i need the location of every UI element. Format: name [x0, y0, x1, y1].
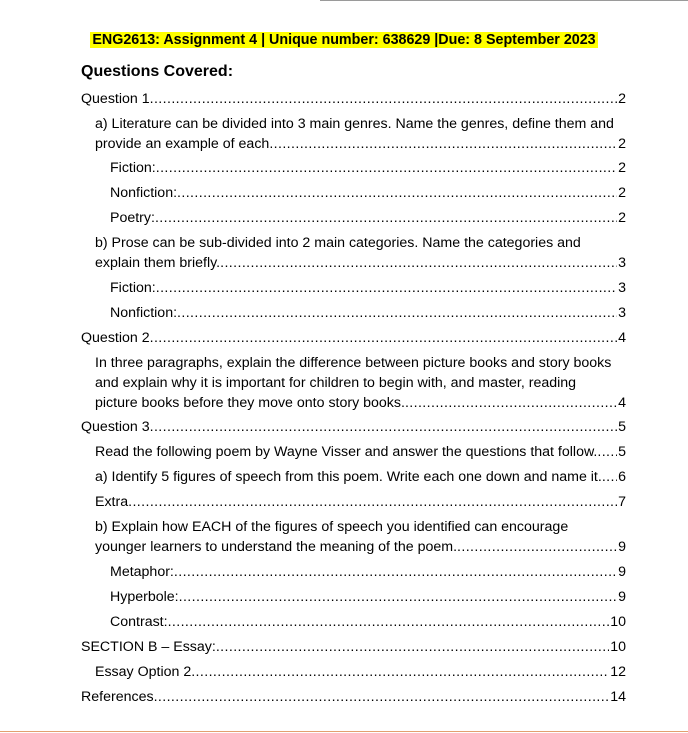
- leader-dots: [405, 393, 617, 413]
- toc-entry-metaphor[interactable]: Metaphor: ..... 9: [110, 562, 626, 582]
- toc-entry-prose-nonfiction[interactable]: Nonfiction: ..... 3: [110, 303, 626, 323]
- page-number: 9: [618, 589, 626, 605]
- toc-entry-fiction[interactable]: Fiction: ..... 2: [110, 158, 626, 178]
- page-number: 2: [618, 160, 626, 176]
- leader-dots: [174, 562, 617, 582]
- toc-entry-nonfiction[interactable]: Nonfiction: ..... 2: [110, 183, 626, 203]
- leader-dots: [216, 637, 609, 657]
- toc-entry-essay-option-2[interactable]: Essay Option 2 ..... 12: [95, 662, 626, 682]
- page-number: 2: [618, 185, 626, 201]
- leader-dots: [597, 442, 617, 462]
- page-number: 12: [610, 664, 626, 680]
- page-number: 9: [618, 564, 626, 580]
- leader-dots: [220, 253, 617, 273]
- leader-dots: [602, 467, 617, 487]
- toc-entry-question-3a[interactable]: a) Identify 5 figures of speech from this poem. Write each one down and name it. ..... 6: [95, 467, 626, 487]
- leader-dots: [154, 687, 610, 707]
- toc-entry-extra[interactable]: Extra ..... 7: [95, 492, 626, 512]
- page-number: 3: [618, 305, 626, 321]
- toc-entry-references[interactable]: References ..... 14: [81, 687, 626, 707]
- leader-dots: [156, 158, 617, 178]
- leader-dots: [179, 587, 617, 607]
- toc-entry-section-b-essay[interactable]: SECTION B – Essay: ..... 10: [81, 637, 626, 657]
- bottom-border-line: [0, 731, 688, 732]
- leader-dots: [150, 89, 617, 109]
- page-number: 14: [610, 689, 626, 705]
- page-number: 7: [618, 494, 626, 510]
- page-number: 4: [618, 395, 626, 411]
- leader-dots: [168, 612, 610, 632]
- toc-entry-question-1[interactable]: Question 1 ..... 2: [81, 89, 626, 109]
- leader-dots: [457, 537, 617, 557]
- toc-entry-question-2[interactable]: Question 2 ..... 4: [81, 328, 626, 348]
- page-number: 9: [618, 539, 626, 555]
- page-number: 3: [618, 255, 626, 271]
- leader-dots: [150, 417, 617, 437]
- toc-entry-question-1b[interactable]: b) Prose can be sub-divided into 2 main categories. Name the categories and explain them briefly. ..... 3: [95, 233, 626, 273]
- toc-entry-prose-fiction[interactable]: Fiction: ..... 3: [110, 278, 626, 298]
- page-number: 2: [618, 210, 626, 226]
- toc-entry-hyperbole[interactable]: Hyperbole: ..... 9: [110, 587, 626, 607]
- page-number: 10: [610, 639, 626, 655]
- toc-entry-question-3[interactable]: Question 3 ..... 5: [81, 417, 626, 437]
- toc-entry-question-1a[interactable]: a) Literature can be divided into 3 main genres. Name the genres, define them and provide an example of each ..... 2: [95, 114, 626, 154]
- assignment-header-text: ENG2613: Assignment 4 | Unique number: 638629 |Due: 8 September 2023: [92, 32, 596, 48]
- toc-entry-question-2-prompt[interactable]: In three paragraphs, explain the difference between picture books and story books and explain why it is important for children to begin with, and master, reading picture books before they move onto story books. ..... 4: [95, 353, 626, 413]
- toc-entry-poetry[interactable]: Poetry: ..... 2: [110, 208, 626, 228]
- page-number: 5: [618, 444, 626, 460]
- toc-entry-read-poem[interactable]: Read the following poem by Wayne Visser and answer the questions that follow. ..... 5: [95, 442, 626, 462]
- page-number: 3: [618, 280, 626, 296]
- toc-entry-contrast[interactable]: Contrast: ..... 10: [110, 612, 626, 632]
- leader-dots: [150, 328, 617, 348]
- assignment-header: [0, 31, 688, 49]
- page-number: 10: [610, 614, 626, 630]
- toc-entry-question-3b[interactable]: b) Explain how EACH of the figures of speech you identified can encourage younger learners to understand the meaning of the poem. ..... 9: [95, 517, 626, 557]
- leader-dots: [177, 303, 617, 323]
- toc-title: Questions Covered:: [81, 63, 234, 80]
- page-number: 2: [618, 91, 626, 107]
- page-number: 4: [618, 330, 626, 346]
- leader-dots: [269, 134, 617, 154]
- leader-dots: [177, 183, 617, 203]
- leader-dots: [155, 208, 617, 228]
- leader-dots: [191, 662, 609, 682]
- leader-dots: [156, 278, 617, 298]
- page-number: 6: [618, 469, 626, 485]
- top-border-line: [320, 0, 688, 1]
- page-number: 5: [618, 419, 626, 435]
- page-number: 2: [618, 136, 626, 152]
- leader-dots: [128, 492, 617, 512]
